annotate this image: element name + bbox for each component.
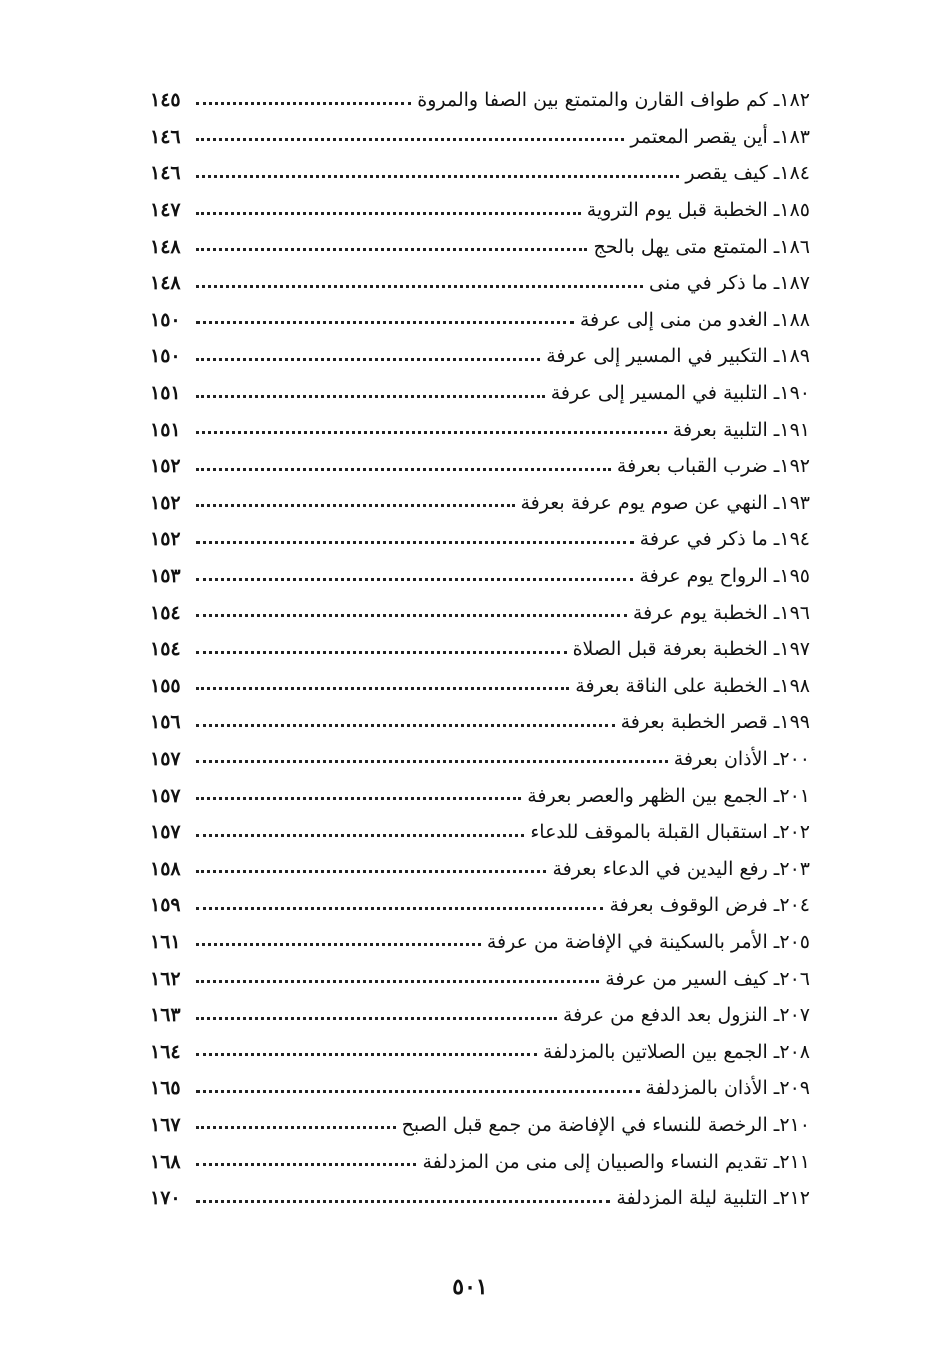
toc-entry <box>150 924 810 961</box>
toc-entry <box>150 411 810 448</box>
toc-entry-page-number: ١٥١ <box>150 382 181 405</box>
toc-entry <box>150 887 810 924</box>
toc-entry-title: ١٩٦ـ الخطبة يوم عرفة <box>632 601 810 624</box>
dot-leader <box>196 1126 396 1129</box>
toc-entry-title: ١٨٥ـ الخطبة قبل يوم التروية <box>586 199 810 222</box>
toc-entry <box>150 485 810 522</box>
toc-entry-page-number: ١٦١ <box>150 930 181 953</box>
toc-entry-title: ٢١٠ـ الرخصة للنساء في الإفاضة من جمع قبل الصبح <box>401 1113 810 1136</box>
toc-entry-page-number: ١٥٧ <box>150 784 181 807</box>
toc-entry <box>150 302 810 339</box>
toc-entry-page-number: ١٦٣ <box>150 1004 181 1027</box>
toc-entry <box>150 1033 810 1070</box>
toc-entry <box>150 155 810 192</box>
toc-entry-page-number: ١٥٤ <box>150 638 181 661</box>
toc-entry-page-number: ١٦٨ <box>150 1150 181 1173</box>
toc-entry-title: ١٩٣ـ النهي عن صوم يوم عرفة بعرفة <box>520 491 810 514</box>
toc-entry-page-number: ١٤٥ <box>150 89 181 112</box>
toc-entry-title: ١٨٨ـ الغدو من منى إلى عرفة <box>579 308 810 331</box>
toc-entry <box>150 704 810 741</box>
toc-entry <box>150 594 810 631</box>
toc-entry <box>150 228 810 265</box>
dot-leader <box>196 1200 610 1203</box>
toc-entry-title: ١٩٤ـ ما ذكر في عرفة <box>639 528 810 551</box>
toc-entry <box>150 558 810 595</box>
toc-entry-page-number: ١٤٨ <box>150 235 181 258</box>
toc-entry-title: ٢١٢ـ التلبية ليلة المزدلفة <box>616 1187 810 1210</box>
toc-entry-title: ١٨٢ـ كم طواف القارن والمتمتع بين الصفا والمروة <box>417 89 810 112</box>
toc-entry-title: ١٩٢ـ ضرب القباب بعرفة <box>616 455 810 478</box>
toc-entry <box>150 119 810 156</box>
toc-entry-title: ٢٠٣ـ رفع اليدين في الدعاء بعرفة <box>552 857 810 880</box>
toc-entry-page-number: ١٥٥ <box>150 674 181 697</box>
dot-leader <box>196 321 574 324</box>
toc-entry-title: ٢٠٩ـ الأذان بالمزدلفة <box>645 1077 810 1100</box>
toc-entry-title: ٢٠٨ـ الجمع بين الصلاتين بالمزدلفة <box>542 1040 810 1063</box>
dot-leader <box>196 797 521 800</box>
toc-entry <box>150 777 810 814</box>
toc-entry-title: ٢٠٠ـ الأذان بعرفة <box>673 747 810 770</box>
toc-entry-title: ٢١١ـ تقديم النساء والصبيان إلى منى من المزدلفة <box>422 1150 810 1173</box>
table-of-contents <box>150 82 810 1216</box>
toc-entry <box>150 1180 810 1217</box>
toc-entry-page-number: ١٤٧ <box>150 199 181 222</box>
toc-entry-title: ١٨٤ـ كيف يقصر <box>685 162 810 185</box>
toc-entry <box>150 850 810 887</box>
toc-entry-title: ٢٠١ـ الجمع بين الظهر والعصر بعرفة <box>527 784 810 807</box>
toc-entry <box>150 192 810 229</box>
dot-leader <box>196 943 481 946</box>
page-number: ٥٠١ <box>452 1274 488 1300</box>
toc-entry-page-number: ١٥٣ <box>150 565 181 588</box>
toc-entry <box>150 960 810 997</box>
toc-entry-title: ١٩٠ـ التلبية في المسير إلى عرفة <box>550 382 810 405</box>
toc-entry-page-number: ١٥١ <box>150 418 181 441</box>
dot-leader <box>196 541 634 544</box>
toc-entry-page-number: ١٥٢ <box>150 455 181 478</box>
toc-entry <box>150 741 810 778</box>
toc-entry <box>150 82 810 119</box>
toc-entry <box>150 997 810 1034</box>
toc-entry-title: ١٨٦ـ المتمتع متى يهل بالحج <box>593 235 810 258</box>
toc-entry-page-number: ١٤٦ <box>150 162 181 185</box>
dot-leader <box>196 1017 557 1020</box>
toc-entry-page-number: ١٦٧ <box>150 1113 181 1136</box>
dot-leader <box>196 1090 640 1093</box>
toc-entry <box>150 448 810 485</box>
toc-entry <box>150 1107 810 1144</box>
dot-leader <box>196 907 603 910</box>
dot-leader <box>196 358 540 361</box>
toc-entry-title: ٢٠٥ـ الأمر بالسكينة في الإفاضة من عرفة <box>486 930 810 953</box>
dot-leader <box>196 980 599 983</box>
toc-entry-page-number: ١٥٢ <box>150 528 181 551</box>
dot-leader <box>196 614 627 617</box>
dot-leader <box>196 285 643 288</box>
toc-entry-title: ١٨٧ـ ما ذكر في منى <box>649 272 810 295</box>
toc-entry-page-number: ١٧٠ <box>150 1187 181 1210</box>
toc-entry-title: ٢٠٧ـ النزول بعد الدفع من عرفة <box>562 1004 810 1027</box>
dot-leader <box>196 468 611 471</box>
dot-leader <box>196 578 633 581</box>
toc-entry-page-number: ١٥٧ <box>150 747 181 770</box>
toc-entry-title: ١٨٩ـ التكبير في المسير إلى عرفة <box>546 345 810 368</box>
toc-entry-page-number: ١٥٤ <box>150 601 181 624</box>
toc-entry <box>150 265 810 302</box>
dot-leader <box>196 138 624 141</box>
toc-entry <box>150 1070 810 1107</box>
toc-entry-page-number: ١٥٨ <box>150 857 181 880</box>
toc-entry-page-number: ١٥٦ <box>150 711 181 734</box>
toc-entry <box>150 521 810 558</box>
dot-leader <box>196 724 615 727</box>
toc-entry-page-number: ١٥٩ <box>150 894 181 917</box>
toc-entry-title: ١٩٧ـ الخطبة بعرفة قبل الصلاة <box>572 638 810 661</box>
toc-entry-title: ٢٠٦ـ كيف السير من عرفة <box>605 967 810 990</box>
toc-entry <box>150 814 810 851</box>
dot-leader <box>196 1053 537 1056</box>
toc-entry-page-number: ١٤٨ <box>150 272 181 295</box>
toc-entry-title: ١٩٥ـ الرواح يوم عرفة <box>639 565 810 588</box>
dot-leader <box>196 651 567 654</box>
toc-entry-title: ٢٠٤ـ فرض الوقوف بعرفة <box>609 894 810 917</box>
dot-leader <box>196 102 411 105</box>
toc-entry <box>150 338 810 375</box>
dot-leader <box>196 212 581 215</box>
toc-entry-page-number: ١٤٦ <box>150 125 181 148</box>
dot-leader <box>196 687 569 690</box>
dot-leader <box>196 395 545 398</box>
dot-leader <box>196 175 679 178</box>
dot-leader <box>196 870 546 873</box>
dot-leader <box>196 248 587 251</box>
dot-leader <box>196 760 668 763</box>
toc-entry <box>150 375 810 412</box>
toc-entry <box>150 668 810 705</box>
toc-entry-page-number: ١٦٢ <box>150 967 181 990</box>
toc-entry-page-number: ١٥٧ <box>150 821 181 844</box>
toc-entry-page-number: ١٥٠ <box>150 308 181 331</box>
toc-entry-title: ١٩١ـ التلبية بعرفة <box>672 418 810 441</box>
dot-leader <box>196 834 524 837</box>
dot-leader <box>196 1163 416 1166</box>
toc-entry-page-number: ١٥٢ <box>150 491 181 514</box>
toc-entry <box>150 631 810 668</box>
toc-entry-page-number: ١٥٠ <box>150 345 181 368</box>
toc-entry-title: ١٩٨ـ الخطبة على الناقة بعرفة <box>575 674 810 697</box>
toc-entry-title: ٢٠٢ـ استقبال القبلة بالموقف للدعاء <box>530 821 810 844</box>
dot-leader <box>196 431 667 434</box>
toc-entry-page-number: ١٦٥ <box>150 1077 181 1100</box>
toc-entry <box>150 1143 810 1180</box>
toc-entry-page-number: ١٦٤ <box>150 1040 181 1063</box>
dot-leader <box>196 504 515 507</box>
toc-entry-title: ١٨٣ـ أين يقصر المعتمر <box>630 125 810 148</box>
toc-entry-title: ١٩٩ـ قصر الخطبة بعرفة <box>620 711 810 734</box>
